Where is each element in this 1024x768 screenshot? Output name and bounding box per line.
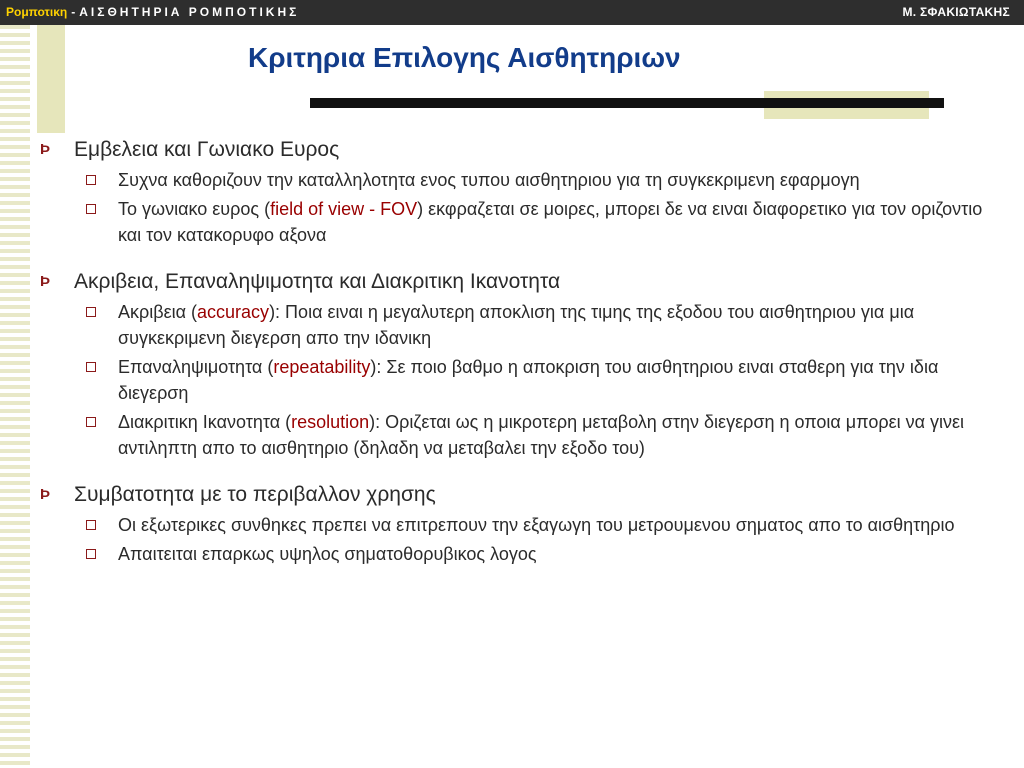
header-separator: - (71, 5, 76, 19)
bullet-square-icon (86, 167, 118, 185)
section-accuracy (40, 268, 1000, 461)
list-item (86, 512, 1000, 538)
header-author: Μ. ΣΦΑΚΙΩΤΑΚΗΣ (902, 5, 1010, 19)
term-highlight: repeatability (273, 357, 371, 377)
bullet-square-icon (86, 512, 118, 530)
bullet-square-icon (86, 541, 118, 559)
section-heading (40, 136, 1000, 164)
slide-body (40, 136, 1000, 587)
bullet-square-icon (86, 354, 118, 372)
section-range (40, 136, 1000, 248)
bullet-arrow-icon: Þ (40, 273, 51, 290)
list-item (86, 299, 1000, 351)
list-item-text: Διακριτικη Ικανοτητα (resolution): Οριζεται ως η μικροτερη μεταβολη στην διεγερση η οποια μπορει να γινει αντιληπτη απο το αισθητηριο (δηλαδη να μεταβαλει την εξοδο του) (118, 412, 965, 458)
term-highlight: resolution (291, 412, 370, 432)
bullet-square-icon (86, 196, 118, 214)
section-environment (40, 481, 1000, 567)
list-item (86, 409, 1000, 461)
header-brand: Ρομποτικη (6, 5, 68, 19)
slide-title: Κριτηρια Επιλογης Αισθητηριων (248, 42, 681, 73)
bullet-arrow-icon: Þ (40, 141, 51, 158)
section-heading-text: Συμβατοτητα με το περιβαλλον χρησης (74, 483, 436, 506)
list-item-text: Συχνα καθοριζουν την καταλληλοτητα ενος τυπου αισθητηριου για τη συγκεκριμενη εφαρμογη (118, 170, 860, 190)
list-item (86, 196, 1000, 248)
list-item-text: Οι εξωτερικες συνθηκες πρεπει να επιτρεπουν την εξαγωγη του μετρουμενου σηματος απο το αισθητηριο (118, 515, 955, 535)
list-item-text: Απαιτειται επαρκως υψηλος σηματοθορυβικος λογος (118, 544, 537, 564)
list-item (86, 354, 1000, 406)
decorative-stripes (0, 25, 30, 768)
list-item-text: Ακριβεια (accuracy): Ποια ειναι η μεγαλυτερη αποκλιση της τιμης της εξοδου του αισθητηριου για μια συγκεκριμενη διεγερση απο την ιδανικη (118, 302, 915, 348)
list-item (86, 167, 1000, 193)
header-course (6, 5, 299, 19)
bullet-square-icon (86, 299, 118, 317)
term-highlight: field of view - FOV (270, 199, 418, 219)
decorative-bar (37, 25, 65, 133)
bullet-arrow-icon: Þ (40, 486, 51, 503)
bullet-square-icon (86, 409, 118, 427)
section-heading-text: Ακριβεια, Επαναληψιμοτητα και Διακριτικη Ικανοτητα (74, 270, 561, 293)
term-highlight: accuracy (197, 302, 270, 322)
section-heading-text: Εμβελεια και Γωνιακο Ευρος (74, 138, 340, 161)
list-item (86, 541, 1000, 567)
section-heading (40, 481, 1000, 509)
section-heading (40, 268, 1000, 296)
title-underline (310, 98, 944, 108)
header-subtitle: ΑΙΣΘΗΤΗΡΙΑ ΡΟΜΠΟΤΙΚΗΣ (79, 5, 300, 19)
header-bar (0, 0, 1024, 25)
list-item-text: Το γωνιακο ευρος (field of view - FOV) εκφραζεται σε μοιρες, μπορει δε να ειναι διαφορετικο για τον οριζοντιο και τον κατακορυφο αξονα (118, 199, 983, 245)
list-item-text: Επαναληψιμοτητα (repeatability): Σε ποιο βαθμο η αποκριση του αισθητηριου ειναι σταθερη για την ιδια διεγερση (118, 357, 939, 403)
